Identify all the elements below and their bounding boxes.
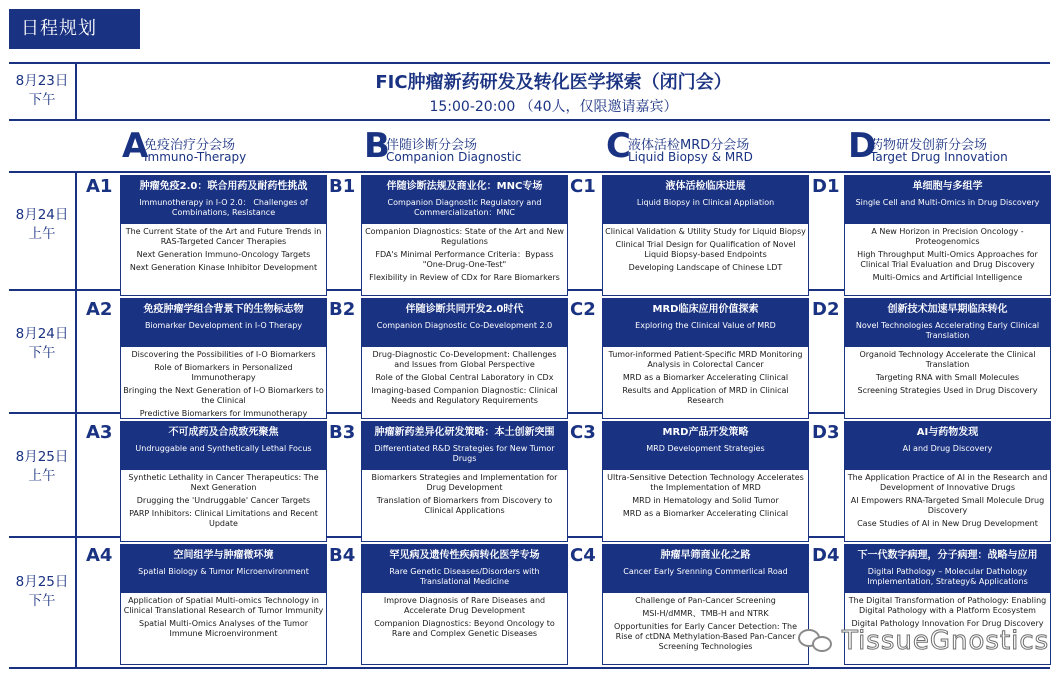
- session-card: [602, 544, 809, 665]
- session-code: D3: [812, 422, 840, 443]
- session-code: B1: [329, 176, 356, 197]
- banner-subtitle: 15:00-20:00 （40人，仅限邀请嘉宾）: [429, 99, 678, 115]
- session-topic: Role of the Global Central Laboratory in CDx: [375, 373, 554, 382]
- session-code: A1: [86, 176, 113, 197]
- section-tab: 日程规划: [9, 9, 140, 49]
- session-topic: Digital Pathology Innovation For Drug Discovery: [851, 619, 1044, 628]
- session-topics: [602, 470, 809, 542]
- session-code: D2: [812, 299, 840, 320]
- session-topic: Bringing the Next Generation of I-O Biomarkers to the Clinical: [123, 386, 324, 405]
- session-title-zh: 下一代数字病理，分子病理：战略与应用: [857, 550, 1038, 561]
- session-title-zh: 单细胞与多组学: [912, 181, 983, 192]
- session-title-zh: MRD临床应用价值探索: [652, 304, 759, 315]
- session-topic: Companion Diagnostics: Beyond Oncology to Rare and Complex Genetic Diseases: [374, 619, 555, 638]
- session-topic: Targeting RNA with Small Molecules: [875, 373, 1020, 382]
- session-title-zh: 肿瘤免疫2.0：联合用药及耐药性挑战: [139, 181, 308, 192]
- session-title-en: Cancer Early Srenning Commerlical Road: [623, 567, 788, 576]
- venue-letter: B: [364, 126, 390, 166]
- venue-name-zh: 药物研发创新分会场: [870, 138, 988, 153]
- session-title-en: Novel Technologies Accelerating Early Clinical Translation: [855, 321, 1040, 340]
- session-card: [361, 421, 568, 542]
- session-card: [361, 175, 568, 296]
- session-topic: Translation of Biomarkers from Discovery to Clinical Applications: [376, 496, 553, 515]
- session-card: [120, 544, 327, 665]
- session-topics: [120, 470, 327, 542]
- session-topic: Role of Biomarkers in Personalized Immunotherapy: [154, 363, 293, 382]
- session-card: [120, 175, 327, 296]
- session-topic: Multi-Omics and Artificial Intelligence: [872, 273, 1023, 282]
- session-title-zh: 伴随诊断法规及商业化：MNC专场: [386, 181, 543, 192]
- session-topic: Application of Spatial Multi-omics Technology in Clinical Translational Research of Tumor Immunity: [123, 596, 324, 615]
- session-code: B4: [329, 545, 356, 566]
- session-topic: Ultra-Sensitive Detection Technology Accelerates the Implementation of MRD: [607, 473, 804, 492]
- session-title-en: Undruggable and Synthetically Lethal Focus: [135, 444, 312, 453]
- session-topic: Next Generation Kinase Inhibitor Development: [129, 263, 318, 272]
- session-code: B3: [329, 422, 356, 443]
- session-header: [120, 298, 327, 347]
- session-code: D4: [812, 545, 840, 566]
- session-header: [120, 175, 327, 224]
- day-label: 8月25日 上午: [15, 449, 69, 484]
- venue-name-en: Immuno-Therapy: [144, 150, 247, 164]
- session-code: A4: [86, 545, 113, 566]
- session-topic: Flexibility in Review of CDx for Rare Biomarkers: [369, 273, 560, 282]
- session-title-en: Companion Diagnostic Regulatory and Commercialization：MNC: [387, 198, 542, 217]
- session-topic: Improve Diagnosis of Rare Diseases and Accelerate Drug Development: [383, 596, 546, 615]
- session-topics: [361, 224, 568, 296]
- session-title-en: Single Cell and Multi-Omics in Drug Discovery: [855, 198, 1040, 207]
- day-label: 8月25日 下午: [15, 574, 69, 609]
- session-code: C4: [570, 545, 596, 566]
- session-title-zh: 空间组学与肿瘤微环境: [173, 550, 274, 561]
- session-title-zh: 创新技术加速早期临床转化: [887, 304, 1008, 315]
- session-title-zh: 伴随诊断共同开发2.0时代: [405, 304, 524, 315]
- session-title-zh: 免疫肿瘤学组合背景下的生物标志物: [143, 304, 304, 315]
- venue-name-en: Target Drug Innovation: [870, 150, 1008, 164]
- session-topic: The Digital Transformation of Pathology: Enabling Digital Pathology with a Platform Ecosystem: [848, 596, 1047, 615]
- session-title-en: Companion Diagnostic Co-Development 2.0: [376, 321, 553, 330]
- session-header: [844, 298, 1051, 347]
- watermark: [798, 621, 1049, 661]
- venue-letter: C: [606, 126, 631, 166]
- session-card: [120, 298, 327, 419]
- session-title-zh: 肿瘤早筛商业化之路: [660, 550, 751, 561]
- session-title-zh: AI与药物发现: [916, 427, 979, 438]
- session-topics: [844, 470, 1051, 542]
- session-topic: Synthetic Lethality in Cancer Therapeutics: The Next Generation: [128, 473, 319, 492]
- session-title-en: MRD Development Strategies: [646, 444, 765, 453]
- session-header: [602, 544, 809, 593]
- session-title-en: Biomarker Development in I-O Therapy: [144, 321, 303, 330]
- session-topic: Predictive Biomarkers for Immunotherapy: [139, 409, 308, 418]
- session-topic: High Throughput Multi-Omics Approaches for Clinical Trial Evaluation and Drug Discovery: [857, 250, 1038, 269]
- session-topic: Spatial Multi-Omics Analyses of the Tumor Immune Microenvironment: [138, 619, 309, 638]
- session-topic: Tumor-informed Patient-Specific MRD Monitoring Analysis in Colorectal Cancer: [608, 350, 803, 369]
- session-topic: The Application Practice of AI in the Research and Development of Innovative Drugs: [847, 473, 1048, 492]
- session-topics: [844, 347, 1051, 419]
- session-topic: MSI-H/dMMR、TMB-H and NTRK: [642, 609, 769, 618]
- session-topic: Clinical Trial Design for Qualification of Novel Liquid Biopsy-based Endpoints: [615, 240, 796, 259]
- session-topic: MRD in Hematology and Solid Tumor: [632, 496, 779, 505]
- session-topic: AI Empowers RNA-Targeted Small Molecule Drug Discovery: [850, 496, 1045, 515]
- banner-title: FIC肿瘤新药研发及转化医学探索（闭门会）: [375, 72, 732, 93]
- session-title-zh: 肿瘤新药差异化研发策略：本土创新突围: [374, 427, 555, 438]
- session-card: [844, 175, 1051, 296]
- venue-name-zh: 免疫治疗分会场: [144, 138, 236, 153]
- session-title-en: Exploring the Clinical Value of MRD: [635, 321, 776, 330]
- session-topic: FDA's Minimal Performance Criteria：Bypass "One-Drug-One-Test": [375, 250, 554, 269]
- session-topics: [361, 347, 568, 419]
- session-header: [602, 421, 809, 470]
- session-topic: Drugging the 'Undruggable' Cancer Targets: [136, 496, 311, 505]
- session-title-zh: 罕见病及遗传性疾病转化医学专场: [389, 550, 540, 561]
- session-topic: Clinical Validation & Utility Study for Liquid Biopsy: [605, 227, 806, 236]
- day-label: 8月23日 下午: [15, 73, 69, 108]
- session-topic: Imaging-based Companion Diagnostic: Clinical Needs and Regulatory Requirements: [371, 386, 558, 405]
- session-topic: PARP Inhibitors: Clinical Limitations and Recent Update: [129, 509, 318, 528]
- session-title-zh: 不可成药及合成致死聚焦: [168, 427, 279, 438]
- session-topic: MRD as a Biomarker Accelerating Clinical: [622, 509, 789, 518]
- watermark-text: TissueGnostics: [842, 626, 1050, 656]
- session-card: [602, 421, 809, 542]
- session-header: [120, 421, 327, 470]
- session-topics: [120, 224, 327, 296]
- session-topic: Developing Landscape of Chinese LDT: [628, 263, 783, 272]
- session-header: [844, 175, 1051, 224]
- session-topic: Companion Diagnostics: State of the Art and New Regulations: [365, 227, 564, 246]
- session-topics: [361, 593, 568, 665]
- session-header: [361, 298, 568, 347]
- session-topic: Challenge of Pan-Cancer Screening: [635, 596, 776, 605]
- session-title-zh: MRD产品开发策略: [662, 427, 749, 438]
- session-header: [361, 544, 568, 593]
- session-header: [844, 421, 1051, 470]
- session-topics: [602, 347, 809, 419]
- session-header: [361, 421, 568, 470]
- session-header: [120, 544, 327, 593]
- session-topics: [120, 593, 327, 665]
- session-header: [602, 298, 809, 347]
- venue-name-en: Liquid Biopsy & MRD: [628, 150, 753, 164]
- session-card: [844, 421, 1051, 542]
- session-topic: Opportunities for Early Cancer Detection: The Rise of ctDNA Methylation-Based Pan-Cancer Screening Technologies: [613, 622, 798, 651]
- venue-letter: D: [848, 126, 877, 166]
- session-code: A2: [86, 299, 113, 320]
- session-header: [844, 544, 1051, 593]
- session-card: [602, 175, 809, 296]
- session-title-en: Immunotherapy in I-O 2.0： Challenges of Combinations, Resistance: [139, 198, 308, 217]
- session-topic: Drug-Diagnostic Co-Development: Challenges and Issues from Global Perspective: [372, 350, 557, 369]
- session-code: C3: [570, 422, 596, 443]
- session-topics: [361, 470, 568, 542]
- session-topic: Next Generation Immuno-Oncology Targets: [136, 250, 311, 259]
- session-topic: Discovering the Possibilities of I-O Biomarkers: [131, 350, 316, 359]
- venue-name-zh: 伴随诊断分会场: [386, 138, 478, 153]
- session-topics: [602, 224, 809, 296]
- session-title-en: Rare Genetic Diseases/Disorders with Translational Medicine: [389, 567, 540, 586]
- venue-name-zh: 液体活检MRD分会场: [628, 138, 750, 153]
- session-title-en: Digital Pathology – Molecular Dathology Implementation, Strategy& Applications: [867, 567, 1028, 586]
- session-code: A3: [86, 422, 113, 443]
- session-topic: Organoid Technology Accelerate the Clinical Translation: [859, 350, 1036, 369]
- session-topics: [120, 347, 327, 419]
- wechat-icon: [798, 627, 836, 655]
- day-label: 8月24日 下午: [15, 326, 69, 361]
- session-topic: MRD as a Biomarker Accelerating Clinical: [622, 373, 789, 382]
- session-topic: Biomarkers Strategies and Implementation for Drug Development: [371, 473, 558, 492]
- session-title-en: Liquid Biopsy in Clinical Appliation: [636, 198, 775, 207]
- session-header: [361, 175, 568, 224]
- session-topics: [844, 224, 1051, 296]
- session-header: [602, 175, 809, 224]
- session-title-zh: 液体活检临床进展: [665, 181, 746, 192]
- session-code: C1: [570, 176, 596, 197]
- session-title-en: AI and Drug Discovery: [902, 444, 993, 453]
- session-code: B2: [329, 299, 356, 320]
- venue-letter: A: [122, 126, 149, 166]
- session-topic: A New Horizon in Precision Oncology - Proteogenomics: [871, 227, 1024, 246]
- venue-name-en: Companion Diagnostic: [386, 150, 522, 164]
- session-title-en: Spatial Biology & Tumor Microenvironment: [138, 567, 309, 576]
- session-topics: [602, 593, 809, 665]
- session-card: [602, 298, 809, 419]
- session-card: [361, 298, 568, 419]
- day-label: 8月24日 上午: [15, 207, 69, 242]
- session-code: D1: [812, 176, 840, 197]
- session-title-en: Differentiated R&D Strategies for New Tumor Drugs: [374, 444, 555, 463]
- session-topic: Results and Application of MRD in Clinical Research: [622, 386, 789, 405]
- session-topic: Screening Strategies Used in Drug Discovery: [857, 386, 1038, 395]
- session-code: C2: [570, 299, 596, 320]
- session-card: [844, 298, 1051, 419]
- session-topic: The Current State of the Art and Future Trends in RAS-Targeted Cancer Therapies: [125, 227, 322, 246]
- session-topic: Case Studies of AI in New Drug Development: [857, 519, 1038, 528]
- session-card: [120, 421, 327, 542]
- session-card: [361, 544, 568, 665]
